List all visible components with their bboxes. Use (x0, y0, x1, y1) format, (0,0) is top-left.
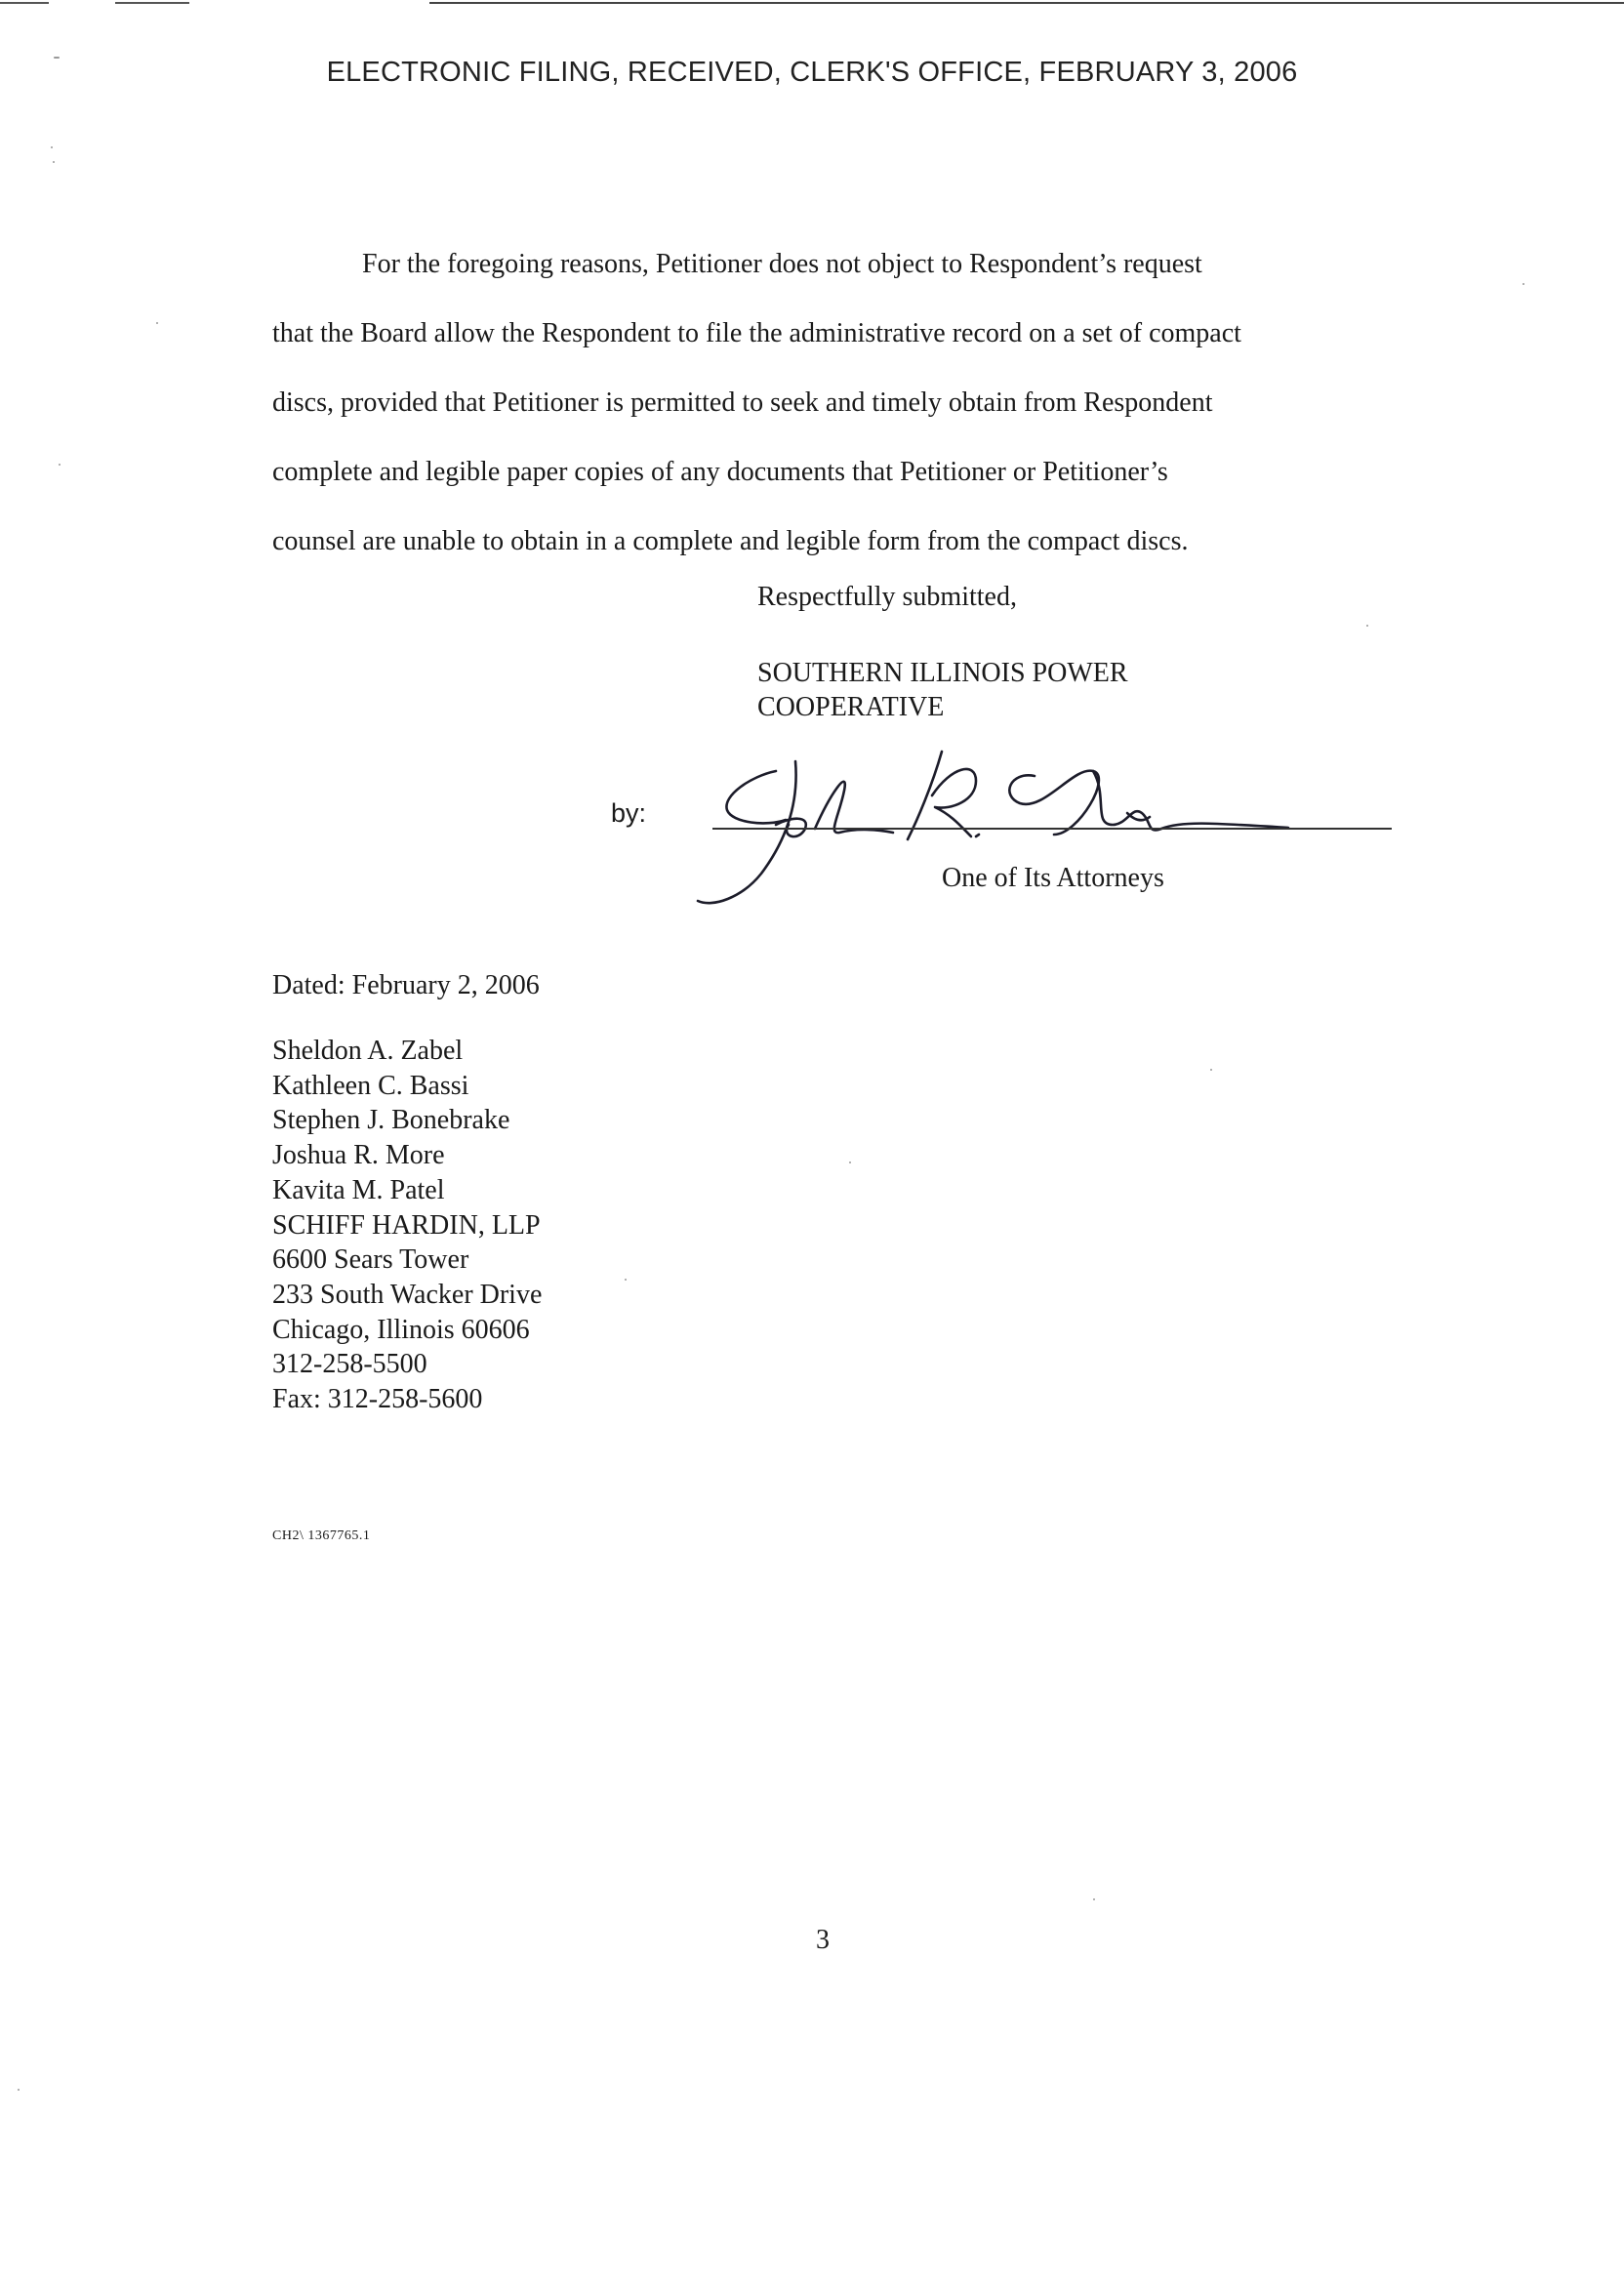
scan-speck (1522, 283, 1524, 285)
scan-speck (156, 322, 158, 324)
page-number: 3 (816, 1925, 830, 1955)
scan-speck (18, 2089, 20, 2091)
scan-speck (1366, 625, 1368, 627)
organization-line-2: COOPERATIVE (757, 692, 945, 722)
address-line: 6600 Sears Tower (272, 1244, 469, 1276)
closing-salutation: Respectfully submitted, (757, 582, 1017, 612)
attorney-line: Joshua R. More (272, 1140, 445, 1171)
signature-caption: One of Its Attorneys (942, 863, 1164, 893)
scan-speck (59, 464, 61, 466)
scan-edge-rule-left (0, 2, 49, 4)
scan-speck (51, 146, 53, 148)
phone-line: 312-258-5500 (272, 1349, 427, 1380)
fax-line: Fax: 312-258-5600 (272, 1384, 483, 1415)
attorney-line: Kavita M. Patel (272, 1174, 445, 1205)
scan-speck (54, 57, 60, 59)
firm-name: SCHIFF HARDIN, LLP (272, 1209, 541, 1241)
signature-line (712, 828, 1392, 830)
attorney-line: Sheldon A. Zabel (272, 1036, 464, 1066)
body-line-5: counsel are unable to obtain in a complete and legible form from the compact discs. (272, 526, 1189, 556)
scan-speck (1093, 1898, 1095, 1900)
scan-edge-rule-left-2 (115, 2, 189, 4)
scan-edge-rule (429, 2, 1624, 4)
address-line: 233 South Wacker Drive (272, 1279, 543, 1310)
organization-line-1: SOUTHERN ILLINOIS POWER (757, 658, 1128, 688)
scan-speck (625, 1279, 627, 1281)
body-line-1: For the foregoing reasons, Petitioner does not object to Respondent’s request (362, 249, 1202, 279)
address-line: Chicago, Illinois 60606 (272, 1314, 530, 1345)
dated-line: Dated: February 2, 2006 (272, 970, 540, 1000)
body-paragraph (272, 229, 1375, 576)
attorney-line: Stephen J. Bonebrake (272, 1105, 510, 1136)
organization-name (757, 656, 1128, 724)
body-line-4: complete and legible paper copies of any documents that Petitioner or Petitioner’s (272, 457, 1168, 487)
body-line-2: that the Board allow the Respondent to file the administrative record on a set of compact (272, 318, 1241, 348)
attorney-list (272, 1034, 542, 1417)
filing-stamp: ELECTRONIC FILING, RECEIVED, CLERK'S OFFICE, FEBRUARY 3, 2006 (326, 57, 1298, 88)
scan-speck (1210, 1069, 1212, 1071)
scan-speck (53, 161, 55, 163)
scan-speck (849, 1161, 851, 1163)
document-number: CH2\ 1367765.1 (272, 1528, 371, 1543)
body-line-3: discs, provided that Petitioner is permitted to seek and timely obtain from Respondent (272, 387, 1213, 418)
by-label: by: (611, 798, 647, 828)
attorney-line: Kathleen C. Bassi (272, 1070, 469, 1101)
